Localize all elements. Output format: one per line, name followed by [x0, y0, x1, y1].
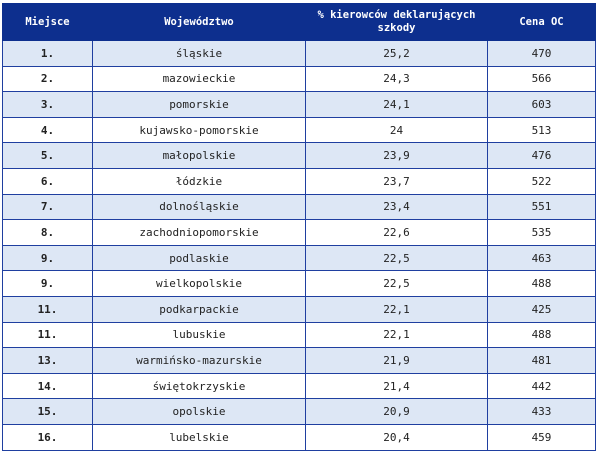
table-row — [3, 296, 596, 322]
cell-voivodeship: świętokrzyskie — [93, 373, 306, 399]
cell-percent: 20,4 — [306, 424, 488, 450]
cell-voivodeship: podlaskie — [93, 245, 306, 271]
cell-percent: 22,6 — [306, 220, 488, 246]
cell-rank: 9. — [3, 245, 93, 271]
cell-price: 476 — [488, 143, 596, 169]
cell-rank: 16. — [3, 424, 93, 450]
cell-percent: 24,1 — [306, 92, 488, 118]
table-row — [3, 41, 596, 67]
cell-percent: 24,3 — [306, 66, 488, 92]
cell-rank: 7. — [3, 194, 93, 220]
cell-price: 433 — [488, 399, 596, 425]
cell-percent: 23,4 — [306, 194, 488, 220]
table-row — [3, 373, 596, 399]
cell-price: 442 — [488, 373, 596, 399]
header-row — [3, 4, 596, 41]
cell-rank: 5. — [3, 143, 93, 169]
cell-voivodeship: śląskie — [93, 41, 306, 67]
cell-price: 603 — [488, 92, 596, 118]
cell-percent: 20,9 — [306, 399, 488, 425]
cell-percent: 24 — [306, 117, 488, 143]
cell-voivodeship: dolnośląskie — [93, 194, 306, 220]
cell-percent: 23,7 — [306, 168, 488, 194]
cell-price: 463 — [488, 245, 596, 271]
table-row — [3, 66, 596, 92]
cell-rank: 13. — [3, 348, 93, 374]
header-oc-price: Cena OC — [488, 4, 596, 41]
cell-price: 566 — [488, 66, 596, 92]
cell-rank: 3. — [3, 92, 93, 118]
cell-price: 513 — [488, 117, 596, 143]
cell-percent: 23,9 — [306, 143, 488, 169]
cell-rank: 4. — [3, 117, 93, 143]
cell-voivodeship: kujawsko-pomorskie — [93, 117, 306, 143]
cell-rank: 6. — [3, 168, 93, 194]
cell-percent: 21,9 — [306, 348, 488, 374]
cell-price: 470 — [488, 41, 596, 67]
table-row — [3, 348, 596, 374]
table-body — [3, 41, 596, 451]
cell-percent: 22,1 — [306, 322, 488, 348]
cell-rank: 14. — [3, 373, 93, 399]
cell-percent: 22,1 — [306, 296, 488, 322]
cell-price: 481 — [488, 348, 596, 374]
cell-rank: 8. — [3, 220, 93, 246]
table-row — [3, 245, 596, 271]
cell-voivodeship: warmińsko-mazurskie — [93, 348, 306, 374]
cell-price: 488 — [488, 271, 596, 297]
cell-voivodeship: mazowieckie — [93, 66, 306, 92]
header-voivodeship: Województwo — [93, 4, 306, 41]
cell-rank: 2. — [3, 66, 93, 92]
cell-rank: 11. — [3, 296, 93, 322]
cell-price: 535 — [488, 220, 596, 246]
cell-price: 425 — [488, 296, 596, 322]
table-row — [3, 424, 596, 450]
ranking-table — [2, 3, 596, 451]
table-header — [3, 4, 596, 41]
table-row — [3, 92, 596, 118]
cell-voivodeship: lubelskie — [93, 424, 306, 450]
cell-voivodeship: małopolskie — [93, 143, 306, 169]
table-row — [3, 168, 596, 194]
cell-voivodeship: łódzkie — [93, 168, 306, 194]
cell-rank: 15. — [3, 399, 93, 425]
cell-percent: 25,2 — [306, 41, 488, 67]
cell-percent: 22,5 — [306, 271, 488, 297]
header-percent-drivers: % kierowców deklarujących szkody — [306, 4, 488, 41]
header-rank: Miejsce — [3, 4, 93, 41]
cell-voivodeship: wielkopolskie — [93, 271, 306, 297]
table-row — [3, 220, 596, 246]
cell-voivodeship: pomorskie — [93, 92, 306, 118]
cell-voivodeship: opolskie — [93, 399, 306, 425]
cell-percent: 21,4 — [306, 373, 488, 399]
cell-price: 522 — [488, 168, 596, 194]
cell-voivodeship: zachodniopomorskie — [93, 220, 306, 246]
table-row — [3, 322, 596, 348]
cell-price: 551 — [488, 194, 596, 220]
table-row — [3, 271, 596, 297]
cell-price: 488 — [488, 322, 596, 348]
cell-voivodeship: lubuskie — [93, 322, 306, 348]
cell-percent: 22,5 — [306, 245, 488, 271]
cell-rank: 1. — [3, 41, 93, 67]
table-row — [3, 194, 596, 220]
table-row — [3, 399, 596, 425]
table-row — [3, 117, 596, 143]
cell-rank: 9. — [3, 271, 93, 297]
table-row — [3, 143, 596, 169]
cell-rank: 11. — [3, 322, 93, 348]
ranking-table-container — [2, 3, 595, 451]
cell-price: 459 — [488, 424, 596, 450]
cell-voivodeship: podkarpackie — [93, 296, 306, 322]
